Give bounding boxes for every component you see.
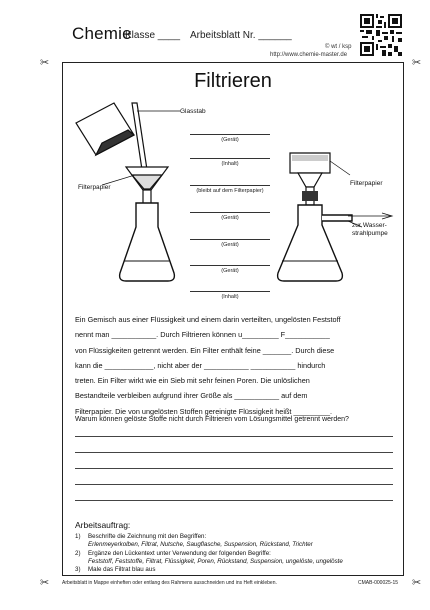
label-wasserstrahlpumpe-2: strahlpumpe — [352, 230, 388, 237]
cloze-line: nennt man ___________. Durch Filtrieren können u_________ F___________ — [75, 330, 330, 340]
task-number: 3) — [75, 566, 81, 573]
task-1 — [75, 533, 206, 540]
question-text: Warum können gelöste Stoffe nicht durch Filtrieren vom Lösungsmittel getrennt werden? — [75, 416, 349, 423]
website-url: http://www.chemie-master.de — [270, 52, 348, 58]
label-filterpapier-right: Filterpapier — [350, 180, 383, 187]
buechner-funnel — [290, 153, 330, 205]
credit-text: © wt / ksp — [325, 44, 352, 50]
task-terms: Feststoff, Feststoffe, Filtrat, Flüssigkeit, Poren, Rückstand, Suspension, ungelöste, ungelöste — [88, 558, 343, 565]
page-title: Filtrieren — [194, 70, 272, 92]
answer-line[interactable] — [190, 185, 270, 186]
arbeitsblatt-nr-field: Arbeitsblatt Nr. ______ — [190, 30, 292, 41]
answer-line[interactable] — [190, 212, 270, 213]
qr-code-icon — [360, 14, 402, 56]
placeholder-inhalt: (Inhalt) — [221, 294, 239, 300]
label-filterpapier-left: Filterpapier — [78, 184, 111, 191]
klasse-field: Klasse ____ — [125, 30, 181, 41]
placeholder-inhalt: (Inhalt) — [221, 161, 239, 167]
task-text: Ergänze den Lückentext unter Verwendung der folgenden Begriffe: — [88, 550, 271, 557]
task-number: 1) — [75, 533, 81, 540]
answer-line[interactable] — [190, 134, 270, 135]
task-terms: Erlenmeyerkolben, Filtrat, Nutsche, Saugflasche, Suspension, Rückstand, Trichter — [88, 541, 313, 548]
scissors-icon: ✂ — [40, 57, 50, 69]
scissors-icon: ✂ — [40, 577, 50, 589]
suction-flask — [278, 205, 352, 281]
answer-line[interactable] — [190, 158, 270, 159]
scissors-icon: ✂ — [412, 577, 422, 589]
answer-line[interactable] — [75, 452, 393, 453]
left-erlenmeyer-flask — [120, 203, 175, 281]
placeholder-geraet: (Gerät) — [221, 137, 239, 143]
cloze-line: Filterpapier. Die von ungelösten Stoffen gereinigte Flüssigkeit heißt _________. — [75, 406, 333, 416]
answer-line[interactable] — [75, 468, 393, 469]
task-2-terms — [88, 558, 343, 565]
task-text: Beschrifte die Zeichnung mit den Begriffen: — [88, 533, 207, 540]
pouring-beaker — [76, 103, 134, 155]
answer-line[interactable] — [75, 436, 393, 437]
task-heading: Arbeitsauftrag: — [75, 520, 131, 530]
task-2 — [75, 550, 271, 557]
cloze-line: Ein Gemisch aus einer Flüssigkeit und einem darin verteilten, ungelösten Feststoff — [75, 315, 341, 324]
task-1-terms — [88, 541, 313, 548]
footer-note: Arbeitsblatt in Mappe einheften oder entlang des Rahmens ausschneiden und ins Heft einkleben. — [62, 580, 277, 586]
task-number: 2) — [75, 550, 81, 557]
answer-line[interactable] — [75, 500, 393, 501]
answer-line[interactable] — [190, 265, 270, 266]
cloze-text — [75, 312, 393, 419]
cloze-line: kann die ____________, nicht aber der ___________ ___________ hindurch — [75, 360, 326, 370]
scissors-icon: ✂ — [412, 57, 422, 69]
placeholder-geraet: (Gerät) — [221, 268, 239, 274]
answer-line[interactable] — [190, 239, 270, 240]
label-wasserstrahlpumpe-1: zur Wasser- — [352, 222, 387, 229]
answer-line[interactable] — [75, 484, 393, 485]
placeholder-geraet: (Gerät) — [221, 242, 239, 248]
answer-line[interactable] — [190, 291, 270, 292]
subject-title: Chemie — [72, 24, 132, 43]
placeholder-filterpapier-rest: (bleibt auf dem Filterpapier) — [196, 188, 264, 194]
cloze-line: von Flüssigkeiten getrennt werden. Ein Filter enthält feine _______. Durch diese — [75, 345, 335, 355]
task-text: Male das Filtrat blau aus — [88, 566, 156, 573]
cloze-line: treten. Ein Filter wirkt wie ein Sieb mit sehr feinen Poren. Die unlöslichen — [75, 376, 310, 386]
label-glasstab: Glasstab — [180, 108, 206, 115]
cloze-line: Bestandteile verbleiben aufgrund ihrer Größe als ___________ auf dem — [75, 391, 308, 401]
footer-code: CMAB-000025-15 — [358, 580, 399, 586]
task-3 — [75, 566, 155, 573]
placeholder-geraet: (Gerät) — [221, 215, 239, 221]
